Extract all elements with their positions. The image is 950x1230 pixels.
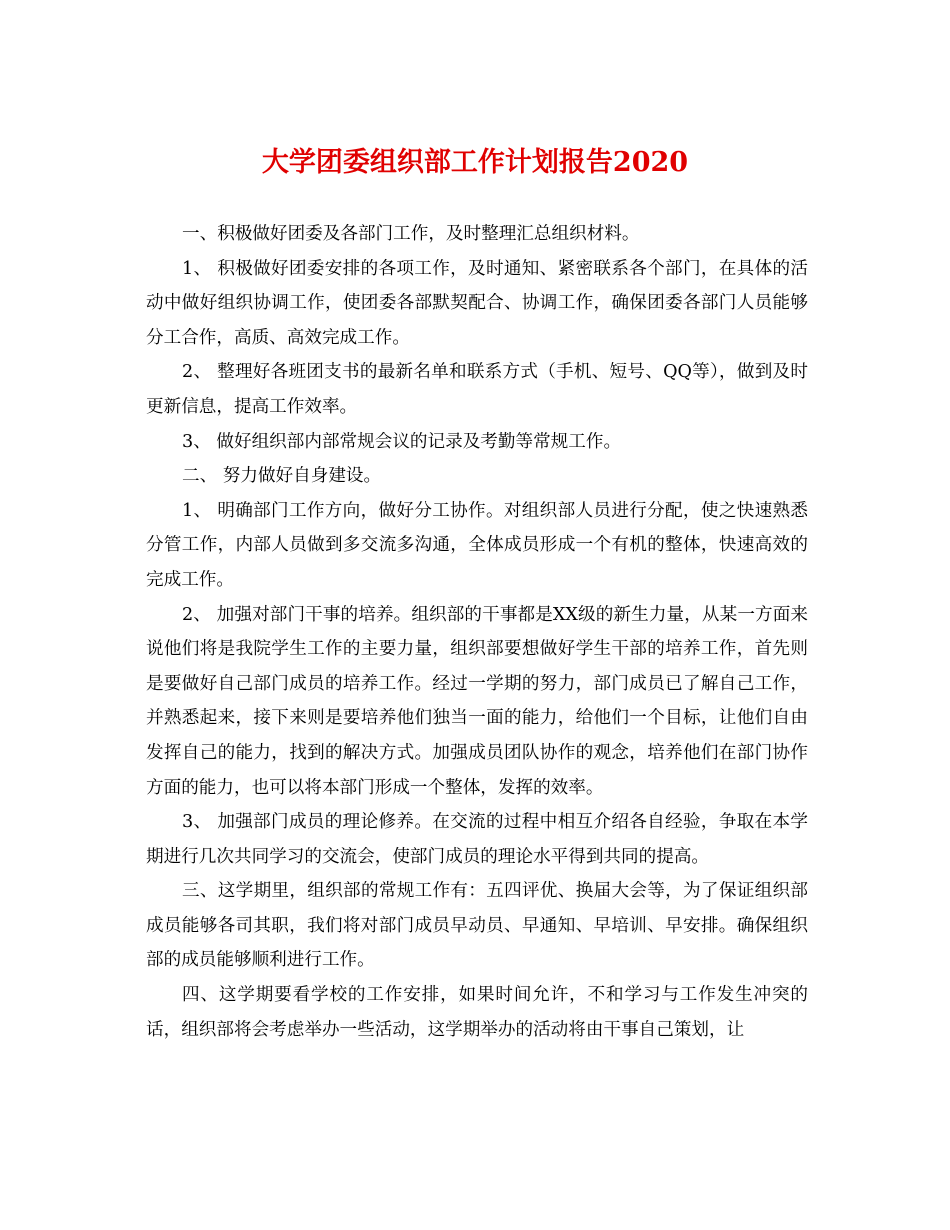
paragraph-7: 2、 加强对部门干事的培养。组织部的干事都是XX级的新生力量，从某一方面来说他们将是我院学生工作的主要力量，组织部要想做好学生干部的培养工作，首先则是要做好自己部门成员的培养工作。经过一学期的努力，部门成员已了解自己工作，并熟悉起来，接下来则是要培养他们独当一面的能力，给他们一个目标，让他们自由发挥自己的能力，找到的解决方式。加强成员团队协作的观念，培养他们在部门协作方面的能力，也可以将本部门形成一个整体，发挥的效率。: [146, 604, 808, 798]
paragraph-1: 一、积极做好团委及各部门工作，及时整理汇总组织材料。: [182, 224, 640, 244]
paragraph-5: 二、 努力做好自身建设。: [182, 466, 382, 487]
paragraph-4: 3、 做好组织部内部常规会议的记录及考勤等常规工作。: [182, 431, 622, 452]
paragraph-10: 四、这学期要看学校的工作安排，如果时间允许，不和学习与工作发生冲突的话，组织部将会考虑举办一些活动，这学期举办的活动将由干事自己策划，让: [146, 985, 808, 1040]
document-title: 大学团委组织部工作计划报告2020: [261, 147, 689, 178]
paragraph-8: 3、 加强部门成员的理论修养。在交流的过程中相互介绍各自经验，争取在本学期进行几次共同学习的交流会，使部门成员的理论水平得到共同的提高。: [146, 812, 808, 867]
paragraph-9: 三、这学期里，组织部的常规工作有：五四评优、换届大会等，为了保证组织部成员能够各司其职，我们将对部门成员早动员、早通知、早培训、早安排。确保组织部的成员能够顺利进行工作。: [146, 881, 808, 971]
paragraph-2: 1、 积极做好团委安排的各项工作，及时通知、紧密联系各个部门，在具体的活动中做好组织协调工作，使团委各部默契配合、协调工作，确保团委各部门人员能够分工合作，高质、高效完成工作。: [146, 258, 808, 348]
paragraph-3: 2、 整理好各班团支书的最新名单和联系方式（手机、短号、QQ等），做到及时更新信息，提高工作效率。: [146, 362, 808, 417]
paragraph-6: 1、 明确部门工作方向，做好分工协作。对组织部人员进行分配，使之快速熟悉分管工作，内部人员做到多交流多沟通，全体成员形成一个有机的整体，快速高效的完成工作。: [146, 500, 808, 590]
document-body: [146, 217, 808, 1047]
